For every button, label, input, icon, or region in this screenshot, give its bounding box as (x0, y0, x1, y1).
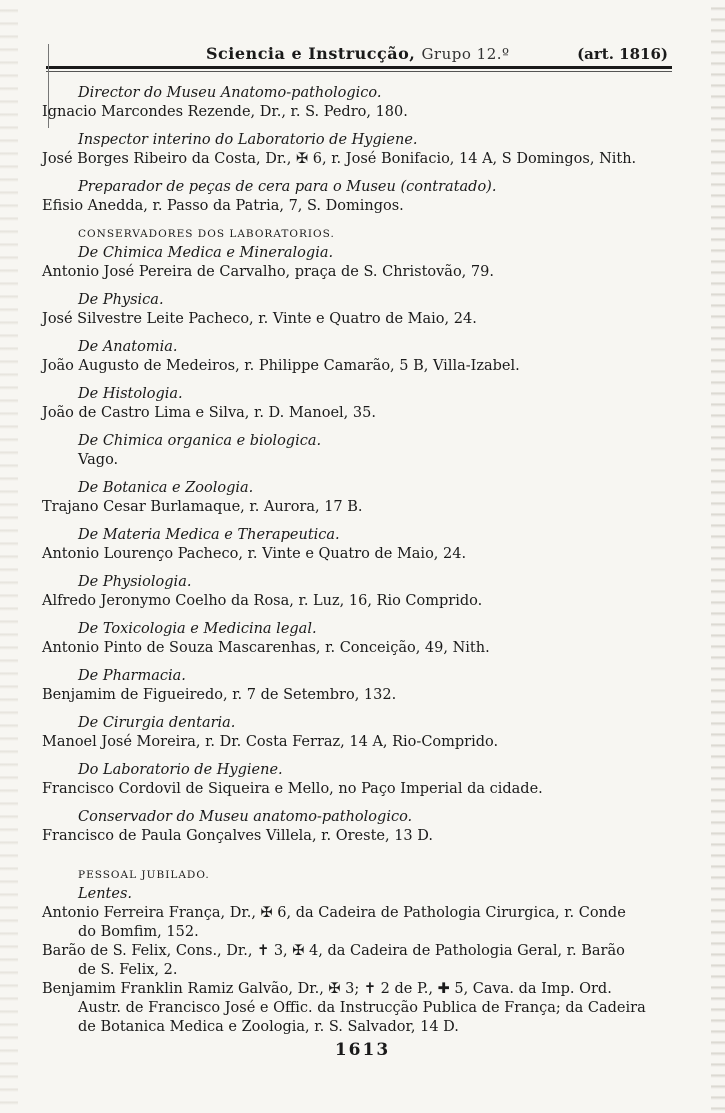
entry-role: Director do Museu Anatomo-pathologico. (78, 85, 382, 101)
entry-role: De Chimica Medica e Mineralogia. (78, 245, 334, 261)
entry-role: De Histologia. (78, 386, 183, 402)
page-edge-right (711, 0, 725, 1113)
directory-listing (42, 84, 682, 1037)
entry-role: De Cirurgia dentaria. (78, 715, 236, 731)
retired-entry: Antonio Ferreira França, Dr., ✠ 6, da Cadeira de Pathologia Cirurgica, r. Conde (42, 905, 626, 921)
entry-name: Francisco Cordovil de Siqueira e Mello, no Paço Imperial da cidade. (42, 781, 543, 797)
retired-entry: Barão de S. Felix, Cons., Dr., ✝ 3, ✠ 4, da Cadeira de Pathologia Geral, r. Barão (42, 943, 625, 959)
header-article: (art. 1816) (577, 45, 668, 63)
entry-role: De Chimica organica e biologica. (78, 433, 322, 449)
retired-entry-cont: do Bomfim, 152. (78, 924, 199, 940)
header-title-text: Sciencia e Instrucção, (206, 44, 416, 63)
entry-name: João Augusto de Medeiros, r. Philippe Camarão, 5 B, Villa-Izabel. (42, 358, 520, 374)
entry-name: Antonio Lourenço Pacheco, r. Vinte e Quatro de Maio, 24. (42, 546, 467, 562)
entry-name: João de Castro Lima e Silva, r. D. Manoel, 35. (42, 405, 376, 421)
page-edge-left (0, 0, 18, 1113)
entry-role: Preparador de peças de cera para o Museu (contratado). (78, 179, 497, 195)
retired-entry: Benjamim Franklin Ramiz Galvão, Dr., ✠ 3; ✝ 2 de P., ✚ 5, Cava. da Imp. Ord. (42, 981, 612, 997)
running-header (46, 44, 672, 66)
entry-role: De Physica. (78, 292, 164, 308)
header-rule-thin (46, 71, 672, 72)
header-group: Grupo 12.º (421, 45, 510, 63)
entry-name: Antonio José Pereira de Carvalho, praça de S. Christovão, 79. (42, 264, 494, 280)
entry-name: Antonio Pinto de Souza Mascarenhas, r. Conceição, 49, Nith. (42, 640, 490, 656)
header-rule (46, 66, 672, 69)
entry-role: Conservador do Museu anatomo-pathologico. (78, 809, 413, 825)
entry-role: De Pharmacia. (78, 668, 186, 684)
entry-role: Do Laboratorio de Hygiene. (78, 762, 283, 778)
entry-role: De Toxicologia e Medicina legal. (78, 621, 317, 637)
header-title (206, 44, 510, 63)
retired-entry-cont: de Botanica Medica e Zoologia, r. S. Salvador, 14 D. (78, 1019, 459, 1035)
page-number: 1613 (334, 1040, 391, 1060)
entry-name: José Borges Ribeiro da Costa, Dr., ✠ 6, r. José Bonifacio, 14 A, S Domingos, Nith. (42, 151, 637, 167)
entry-name: José Silvestre Leite Pacheco, r. Vinte e Quatro de Maio, 24. (42, 311, 477, 327)
entry-role: De Botanica e Zoologia. (78, 480, 254, 496)
entry-role: De Materia Medica e Therapeutica. (78, 527, 340, 543)
entry-role: Inspector interino do Laboratorio de Hygiene. (78, 132, 418, 148)
subsection-heading: Lentes. (78, 886, 133, 902)
retired-entry-cont: de S. Felix, 2. (78, 962, 178, 978)
section-heading: PESSOAL JUBILADO. (78, 869, 210, 881)
entry-name: Ignacio Marcondes Rezende, Dr., r. S. Pedro, 180. (42, 104, 408, 120)
entry-name: Trajano Cesar Burlamaque, r. Aurora, 17 B. (42, 499, 363, 515)
entry-name: Francisco de Paula Gonçalves Villela, r. Oreste, 13 D. (42, 828, 433, 844)
retired-entry-cont: Austr. de Francisco José e Offic. da Instrucção Publica de França; da Cadeira (78, 1000, 646, 1016)
entry-name: Alfredo Jeronymo Coelho da Rosa, r. Luz, 16, Rio Comprido. (42, 593, 483, 609)
entry-name: Benjamim de Figueiredo, r. 7 de Setembro, 132. (42, 687, 397, 703)
entry-name: Efisio Anedda, r. Passo da Patria, 7, S. Domingos. (42, 198, 404, 214)
entry-name: Manoel José Moreira, r. Dr. Costa Ferraz, 14 A, Rio-Comprido. (42, 734, 499, 750)
entry-name: Vago. (78, 452, 119, 468)
entry-role: De Physiologia. (78, 574, 192, 590)
entry-role: De Anatomia. (78, 339, 178, 355)
section-heading: CONSERVADORES DOS LABORATORIOS. (78, 228, 335, 240)
